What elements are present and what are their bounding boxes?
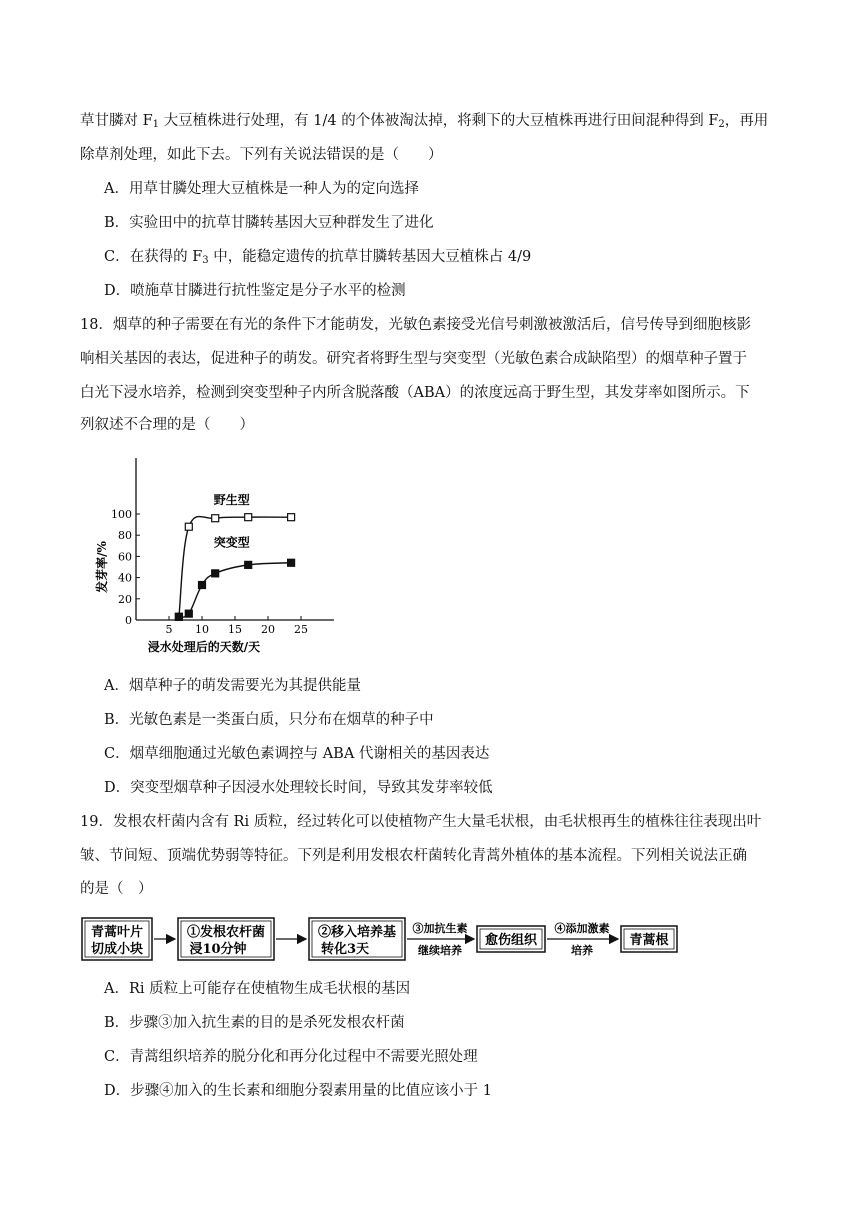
process-flow-diagram <box>80 914 680 964</box>
data-point-filled <box>175 613 182 620</box>
data-point-open <box>185 523 192 530</box>
q18-option-b: B．光敏色素是一类蛋白质，只分布在烟草的种子中 <box>104 712 434 728</box>
flow-box-leaf <box>82 918 152 960</box>
q18-stem-line-2: 响相关基因的表达，促进种子的萌发。研究者将野生型与突变型（光敏色素合成缺陷型）的烟草种子置于 <box>80 351 747 367</box>
series-label-0: 野生型 <box>213 493 250 507</box>
flow-box-soak <box>178 918 274 960</box>
q18-stem-line-4: 列叙述不合理的是（ ） <box>80 417 254 433</box>
q19-stem-line-3: 的是（ ） <box>80 881 153 897</box>
flow-arrow4-top: ④添加激素 <box>554 922 610 935</box>
data-point-open <box>212 515 219 522</box>
q17-option-a: A．用草甘膦处理大豆植株是一种人为的定向选择 <box>104 181 419 197</box>
q17-stem-line-1: 草甘膦对 $F_1$ 大豆植株进行处理，有 1/4 的个体被淘汰掉，将剩下的大豆植株再进行田间混种得到 $F_2$，再用 <box>80 113 769 130</box>
q18-option-a: A．烟草种子的萌发需要光为其提供能量 <box>104 678 361 694</box>
chart-lines <box>179 516 291 617</box>
y-axis-label: 发芽率/% <box>95 541 109 593</box>
series-line-1 <box>179 563 291 617</box>
y-tick-label: 20 <box>118 592 132 606</box>
y-tick-label: 80 <box>118 529 132 543</box>
y-tick-label: 40 <box>118 571 132 585</box>
series-label-1: 突变型 <box>213 535 250 550</box>
data-point-open <box>288 514 295 521</box>
x-tick-label: 20 <box>261 623 275 636</box>
flow-box3-line2: 转化3天 <box>320 942 370 957</box>
q18-stem-line-1: 18．烟草的种子需要在有光的条件下才能萌发，光敏色素接受光信号刺激被激活后，信号传导到细胞核影 <box>80 317 751 333</box>
x-tick-label: 10 <box>195 623 209 636</box>
flow-box1-line2: 切成小块 <box>90 942 144 957</box>
y-tick-label: 0 <box>125 614 132 627</box>
q19-stem-line-1: 19．发根农杆菌内含有 Ri 质粒，经过转化可以使植物产生大量毛状根，由毛状根再生的植株往往表现出叶 <box>80 814 762 830</box>
flow-arrow3-top: ③加抗生素 <box>412 922 468 935</box>
x-tick-label: 25 <box>294 623 308 636</box>
q17-option-b: B．实验田中的抗草甘膦转基因大豆种群发生了进化 <box>104 215 434 231</box>
flow-arrow4-bottom: 培养 <box>571 944 593 957</box>
q19-option-b: B．步骤③加入抗生素的目的是杀死发根农杆菌 <box>104 1015 405 1031</box>
flow-box1-line1: 青蒿叶片 <box>90 925 144 940</box>
q19-option-c: C．青蒿组织培养的脱分化和再分化过程中不需要光照处理 <box>104 1049 478 1065</box>
q17-option-c: C．在获得的 $F_3$ 中，能稳定遗传的抗草甘膦转基因大豆植株占 4/9 <box>104 249 532 266</box>
flow-arrow3-bottom: 继续培养 <box>418 944 462 957</box>
flow-box3-line1: ②移入培养基 <box>317 925 397 940</box>
germination-chart <box>90 450 350 665</box>
flow-box-root <box>621 926 677 952</box>
x-tick-label: 15 <box>228 623 242 636</box>
q18-option-c: C．烟草细胞通过光敏色素调控与 ABA 代谢相关的基因表达 <box>104 746 490 762</box>
data-point-filled <box>288 559 295 566</box>
q19-option-a: A．Ri 质粒上可能存在使植物生成毛状根的基因 <box>104 981 411 997</box>
q19-option-d: D．步骤④加入的生长素和细胞分裂素用量的比值应该小于 1 <box>104 1083 492 1099</box>
q18-stem-line-3: 白光下浸水培养，检测到突变型种子内所含脱落酸（ABA）的浓度远高于野生型，其发芽率如图所示。下 <box>80 385 750 401</box>
data-point-open <box>245 514 252 521</box>
x-tick-label: 5 <box>165 623 173 636</box>
q18-option-d: D．突变型烟草种子因浸水处理较长时间，导致其发芽率较低 <box>104 780 493 796</box>
q17-stem-line-2: 除草剂处理，如此下去。下列有关说法错误的是（ ） <box>80 147 443 163</box>
y-tick-label: 60 <box>118 550 132 564</box>
data-point-filled <box>245 561 252 568</box>
flow-box5-text: 青蒿根 <box>629 933 669 948</box>
q17-option-d: D．喷施草甘膦进行抗性鉴定是分子水平的检测 <box>104 283 406 299</box>
flow-box2-line1: ①发根农杆菌 <box>186 925 266 940</box>
q19-stem-line-2: 皱、节间短、顶端优势弱等特征。下列是利用发根农杆菌转化青蒿外植体的基本流程。下列相关说法正确 <box>80 848 747 864</box>
data-point-filled <box>185 610 192 617</box>
data-point-filled <box>199 582 206 589</box>
flow-box-medium <box>309 918 405 960</box>
data-point-filled <box>212 570 219 577</box>
x-axis-label: 浸水处理后的天数/天 <box>147 640 261 654</box>
y-tick-label: 100 <box>111 508 132 521</box>
flow-box-callus <box>477 926 545 952</box>
flow-box4-text: 愈伤组织 <box>484 933 538 948</box>
flow-box2-line2: 浸10分钟 <box>189 942 247 957</box>
